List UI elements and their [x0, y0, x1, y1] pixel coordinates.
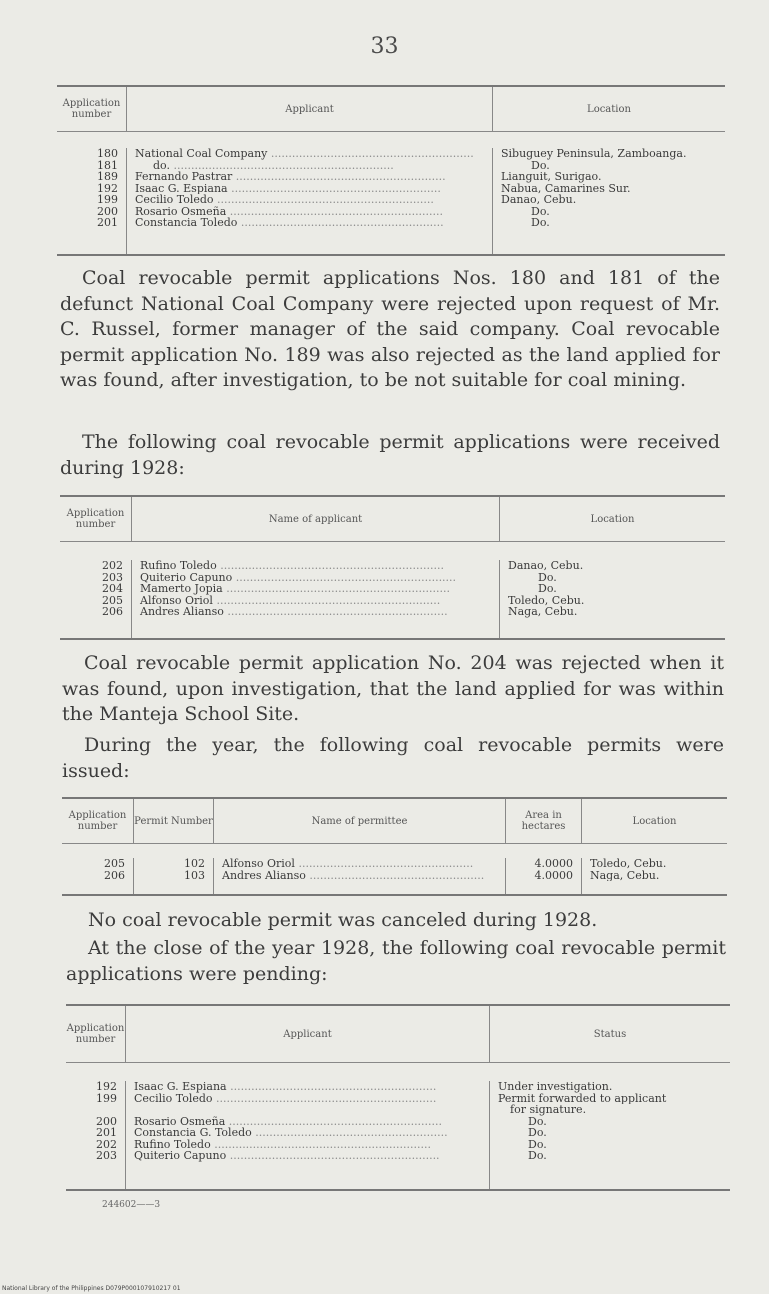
- table-received: [60, 495, 725, 640]
- header-application-number: Application number: [57, 87, 127, 131]
- table-row: 206: [104, 869, 125, 881]
- applicant-name: Rosario Osmeña: [134, 1115, 226, 1127]
- column-names: Alfonso Oriol .................................................. Andres Alianso ..................................................: [214, 858, 506, 894]
- location: Toledo, Cebu.: [590, 858, 667, 870]
- header-applicant: Applicant: [126, 1006, 490, 1062]
- permittee-name: Andres Alianso: [222, 869, 306, 881]
- location: Do.: [531, 159, 550, 171]
- status: Permit forwarded to applicant: [498, 1092, 667, 1104]
- table-row: 200: [97, 205, 118, 217]
- column-status: [490, 1081, 730, 1189]
- table-row: 203: [102, 571, 123, 583]
- header-application-number: Application number: [66, 1006, 126, 1062]
- status: Do.: [528, 1150, 547, 1162]
- status: Do.: [528, 1115, 547, 1127]
- table-row: 202: [102, 560, 123, 572]
- print-code: 244602——3: [102, 1200, 161, 1210]
- header-application-number: Application number: [60, 497, 132, 541]
- header-location: Location: [590, 513, 635, 525]
- applicant-name: do.: [153, 159, 170, 171]
- header-area-hectares: Area in hectares: [506, 799, 582, 843]
- paragraph-received-intro: The following coal revocable permit applications were received during 1928:: [60, 431, 720, 479]
- column-numbers: [60, 560, 132, 638]
- applicant-name: Cecilio Toledo: [134, 1092, 213, 1104]
- table-row: 200: [96, 1115, 117, 1127]
- table-row: 206: [102, 606, 123, 618]
- area-value: 4.0000: [534, 869, 573, 881]
- paragraph-issued-intro: During the year, the following coal revocable permits were issued:: [62, 734, 724, 782]
- applicant-name: Andres Alianso: [140, 606, 224, 618]
- area-value: 4.0000: [534, 858, 573, 870]
- page-number: 33: [370, 34, 399, 59]
- table-row: 201: [96, 1127, 117, 1139]
- applicant-name: Constancia Toledo: [135, 217, 238, 229]
- table-row: 202: [96, 1138, 117, 1150]
- applicant-name: National Coal Company: [135, 148, 268, 160]
- header-name-of-permittee: Name of permittee: [214, 799, 506, 843]
- applicant-name: Alfonso Oriol: [140, 594, 213, 606]
- location: Sibuguey Peninsula, Zamboanga.: [501, 148, 687, 160]
- paragraph-pending-intro: At the close of the year 1928, the following coal revocable permit applications were pending:: [66, 937, 726, 985]
- table-row: 192: [97, 182, 118, 194]
- applicant-name: Mamerto Jopia: [140, 583, 223, 595]
- applicant-name: Rufino Toledo: [134, 1138, 211, 1150]
- column-areas: [506, 858, 582, 894]
- table-row: 204: [102, 583, 123, 595]
- header-status: Status: [593, 1028, 627, 1040]
- table-row: 192: [96, 1081, 117, 1093]
- applicant-name: Rosario Osmeña: [135, 205, 227, 217]
- status: for signature.: [510, 1104, 587, 1116]
- scan-credit: National Library of the Philippines D079P000107910217 01: [2, 1285, 181, 1292]
- permit-number: 103: [184, 869, 205, 881]
- location: Danao, Cebu.: [508, 560, 584, 572]
- applicant-name: Rufino Toledo: [140, 560, 217, 572]
- location: Danao, Cebu.: [501, 194, 577, 206]
- location: Naga, Cebu.: [590, 869, 660, 881]
- column-names: National Coal Company .......................................................... do. ............................................................... Fernando Pastrar ............................................................ Isaac G. Espiana ............................................................ Cecilio Toledo .............................................................. Rosario Osmeña ............................................................. Constancia Toledo ..........................................................: [127, 148, 493, 254]
- header-location: Location: [587, 103, 631, 115]
- location: Do.: [531, 217, 550, 229]
- applicant-name: Isaac G. Espiana: [135, 182, 228, 194]
- table-row: 203: [96, 1150, 117, 1162]
- location: Nabua, Camarines Sur.: [501, 182, 631, 194]
- location: Lianguit, Surigao.: [501, 171, 602, 183]
- paragraph-rejections: Coal revocable permit applications Nos. 180 and 181 of the defunct National Coal Company were rejected upon request of Mr. C. Russel, former manager of the said company. Coal revocable permit application No. 189 was also rejected as the land applied for was found, after investigation, to be not suitable for coal mining.: [60, 267, 720, 391]
- table-row: 205: [102, 594, 123, 606]
- table-row: [66, 1104, 125, 1116]
- paragraph-rejection-204: Coal revocable permit application No. 204 was rejected when it was found, upon investigation, that the land applied for was within the Manteja School Site.: [62, 652, 724, 725]
- column-permit-numbers: [134, 858, 214, 894]
- table-row: 181: [97, 159, 118, 171]
- location: Naga, Cebu.: [508, 606, 578, 618]
- permit-number: 102: [184, 858, 205, 870]
- table-issued: [62, 797, 727, 896]
- location: Do.: [538, 571, 557, 583]
- location: Do.: [531, 205, 550, 217]
- status: Do.: [528, 1127, 547, 1139]
- column-locations: [493, 148, 725, 254]
- status: Do.: [528, 1138, 547, 1150]
- header-location: Location: [632, 815, 677, 827]
- column-numbers: [62, 858, 134, 894]
- column-numbers: [66, 1081, 126, 1189]
- table-row: 180: [97, 148, 118, 160]
- applicant-name: Fernando Pastrar: [135, 171, 233, 183]
- column-locations: [500, 560, 725, 638]
- permittee-name: Alfonso Oriol: [222, 858, 295, 870]
- header-application-number: Application number: [62, 799, 134, 843]
- column-names: Isaac G. Espiana ........................................................... Cecilio Toledo ............................................................... Rosario Osmeña ............................................................. Constancia G. Toledo ....................................................... Rufino Toledo .............................................................. Quiterio Capuno ............................................................: [126, 1081, 490, 1189]
- applicant-name: Cecilio Toledo: [135, 194, 214, 206]
- location: Toledo, Cebu.: [508, 594, 585, 606]
- table-row: 199: [96, 1092, 117, 1104]
- applicant-name: Constancia G. Toledo: [134, 1127, 252, 1139]
- table-row: 205: [104, 858, 125, 870]
- applicant-name: Isaac G. Espiana: [134, 1081, 227, 1093]
- table-row: 201: [97, 217, 118, 229]
- applicant-name: Quiterio Capuno: [140, 571, 233, 583]
- header-name-of-applicant: Name of applicant: [132, 497, 500, 541]
- header-applicant: Applicant: [127, 87, 493, 131]
- header-permit-number: Permit Number: [134, 799, 214, 843]
- column-numbers: [57, 148, 127, 254]
- table-row: 199: [97, 194, 118, 206]
- table-pending-end: [66, 1004, 730, 1191]
- column-locations: [582, 858, 727, 894]
- status: Under investigation.: [498, 1081, 613, 1093]
- column-names: Rufino Toledo ................................................................ Quiterio Capuno ............................................................... Mamerto Jopia ................................................................ Alfonso Oriol ................................................................ Andres Alianso ...............................................................: [132, 560, 500, 638]
- table-row: 189: [97, 171, 118, 183]
- applicant-name: Quiterio Capuno: [134, 1150, 227, 1162]
- location: Do.: [538, 583, 557, 595]
- table-pending-1: [57, 85, 725, 256]
- paragraph-no-cancellation: No coal revocable permit was canceled during 1928.: [88, 909, 598, 931]
